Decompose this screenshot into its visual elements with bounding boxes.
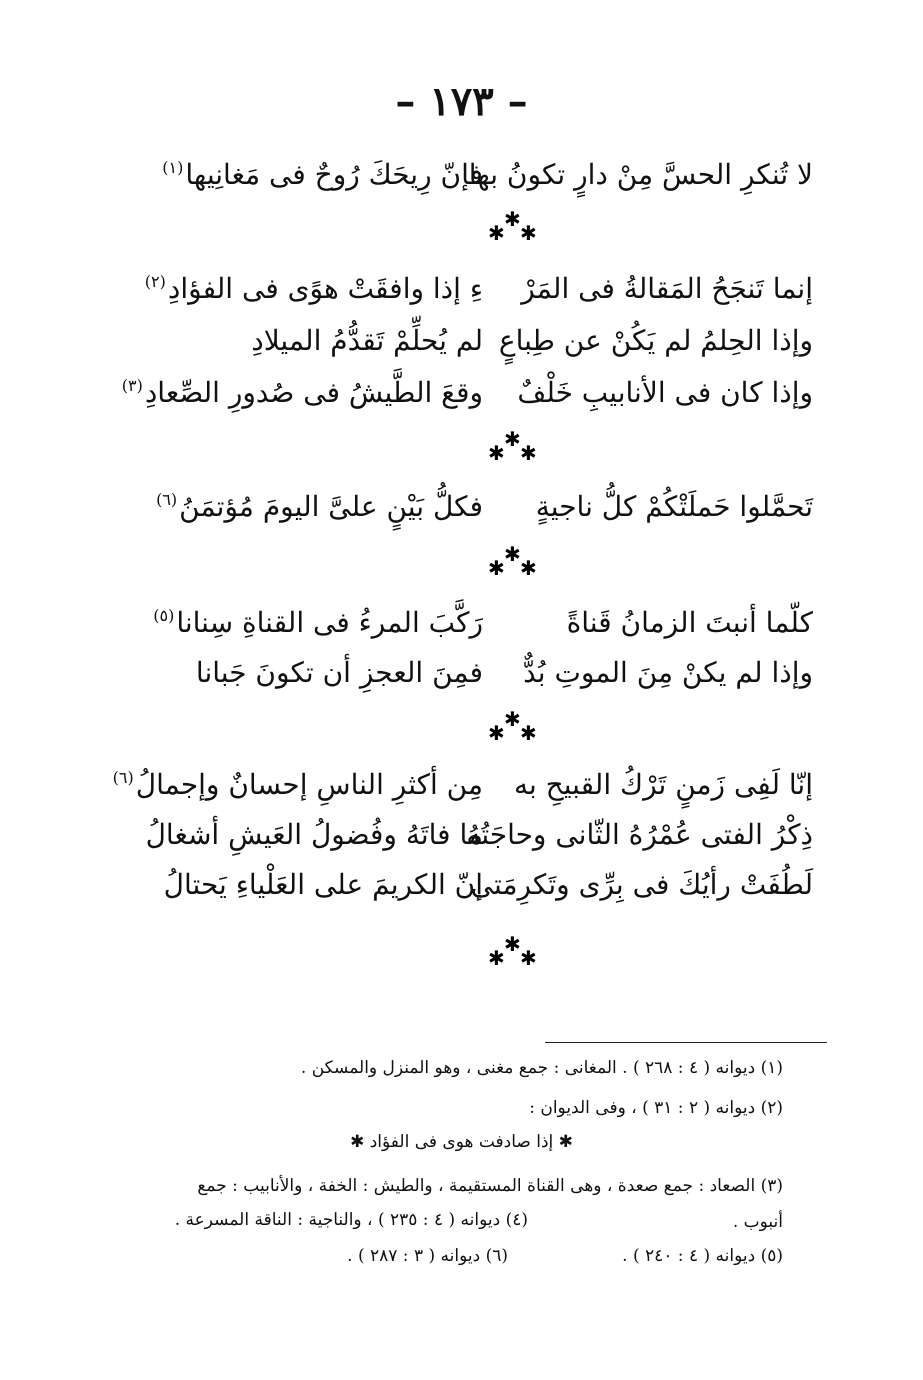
verse-first-hemistich: ذِكْرُ الفتى عُمْرُهُ الثّانى وحاجَتُهُ: [466, 817, 813, 851]
verse-line: [113, 482, 813, 530]
verse-line: [113, 368, 813, 416]
verse-first-hemistich: وإذا كان فى الأنابيبِ خَلْفٌ: [517, 375, 813, 409]
hemistich-text: ما فاتَهُ وفُضولُ العَيشِ أشغالُ: [145, 817, 483, 851]
footnote-ref: (٦): [112, 768, 134, 788]
verse-second-hemistich: [113, 656, 483, 689]
verse-line: [113, 264, 813, 312]
verse-first-hemistich: إنما تَنجَحُ المَقالةُ فى المَرْ: [521, 271, 813, 305]
star-icon: ✱: [520, 721, 537, 745]
hemistich-text: ءِ إذا وافقَتْ هوًى فى الفؤادِ: [167, 271, 483, 305]
footnote-5: (٥) ديوانه ( ٤ : ٢٤٠ ) .: [622, 1246, 783, 1266]
star-icon: ✱: [520, 441, 537, 465]
footnote-1: (١) ديوانه ( ٤ : ٢٦٨ ) . المغانى : جمع مغنى ، وهو المنزل والمسكن .: [300, 1058, 783, 1078]
hemistich-text: إنّ الكريمَ على العَلْياءِ يَحتالُ: [163, 867, 483, 901]
hemistich-text: فإنّ رِيحَكَ رُوحٌ فى مَغانِيها: [185, 157, 483, 191]
hemistich-text: مِن أكثرِ الناسِ إحسانٌ وإجمالُ: [135, 767, 483, 801]
verse-first-hemistich: إنّا لَفِى زَمنٍ تَرْكُ القبيحِ به: [513, 767, 813, 801]
footnote-4: (٤) ديوانه ( ٤ : ٢٣٥ ) ، والناجية : الناقة المسرعة .: [174, 1210, 528, 1230]
footnote-ref: (٥): [153, 606, 175, 626]
verse-line: [113, 760, 813, 808]
verse-second-hemistich: [113, 606, 483, 639]
verse-first-hemistich: وإذا لم يكنْ مِنَ الموتِ بُدٌّ: [523, 655, 813, 689]
verse-second-hemistich: [113, 768, 483, 801]
verse-line: [113, 316, 813, 364]
star-icon: ✱: [504, 427, 521, 451]
verse-second-hemistich: [113, 324, 483, 357]
verse-first-hemistich: تَحمَّلوا حَملَتْكُمْ كلُّ ناجيةٍ: [535, 489, 813, 523]
verse-second-hemistich: [113, 376, 483, 409]
section-separator: [480, 540, 540, 580]
footnote-divider: [545, 1042, 827, 1043]
verse-second-hemistich: [113, 490, 483, 523]
footnote-2: (٢) ديوانه ( ٢ : ٣١ ) ، وفى الديوان :: [529, 1098, 783, 1118]
verse-line: [113, 598, 813, 646]
verse-first-hemistich: لا تُنكرِ الحسَّ مِنْ دارٍ تكونُ بها: [468, 157, 813, 191]
verse-second-hemistich: [113, 868, 483, 901]
star-icon: ✱: [488, 441, 505, 465]
star-icon: ✱: [488, 946, 505, 970]
footnote-ref: (٢): [144, 272, 166, 292]
hemistich-text: رَكَّبَ المرءُ فى القناةِ سِنانا: [176, 605, 483, 639]
verse-line: [113, 648, 813, 696]
hemistich-text: وقعَ الطَّيشُ فى صُدورِ الصِّعادِ: [144, 375, 483, 409]
star-icon: ✱: [520, 556, 537, 580]
footnote-ref: (١): [162, 158, 184, 178]
star-icon: ✱: [488, 556, 505, 580]
verse-first-hemistich: لَطُفَتْ رأيُكَ فى بِرِّى وتَكرِمَتى: [470, 867, 813, 901]
verse-second-hemistich: [113, 818, 483, 851]
footnote-ref: (٣): [121, 376, 143, 396]
star-icon: ✱: [520, 221, 537, 245]
verse-second-hemistich: [113, 272, 483, 305]
verse-line: [113, 860, 813, 908]
star-icon: ✱: [504, 707, 521, 731]
star-icon: ✱: [488, 721, 505, 745]
page-number: – ۱۷۳ –: [395, 78, 528, 125]
section-separator: [480, 705, 540, 745]
star-icon: ✱: [504, 542, 521, 566]
star-icon: ✱: [488, 221, 505, 245]
footnote-6: (٦) ديوانه ( ٣ : ٢٨٧ ) .: [347, 1246, 508, 1266]
hemistich-text: فمِنَ العجزِ أن تكونَ جَبانا: [195, 655, 483, 689]
hemistich-text: فكلُّ بَيْنٍ علىَّ اليومَ مُؤتمَنُ: [179, 489, 483, 523]
verse-line: [113, 150, 813, 198]
section-separator: [480, 425, 540, 465]
section-separator: [480, 930, 540, 970]
section-separator: [480, 205, 540, 245]
hemistich-text: لم يُحلِّمْ تَقدُّمُ الميلادِ: [251, 323, 483, 357]
star-icon: ✱: [520, 946, 537, 970]
footnote-ref: (٦): [156, 490, 178, 510]
verse-first-hemistich: وإذا الحِلمُ لم يَكُنْ عن طِباعٍ: [498, 323, 813, 357]
star-icon: ✱: [504, 932, 521, 956]
footnote-2-variant: ✱ إذا صادفت هوى فى الفؤاد ✱: [350, 1132, 573, 1152]
verse-line: [113, 810, 813, 858]
footnote-3: (٣) الصعاد : جمع صعدة ، وهى القناة المستقيمة ، والطيش : الخفة ، والأنابيب : جمع أنبوب .: [197, 1176, 783, 1232]
verse-second-hemistich: [113, 158, 483, 191]
star-icon: ✱: [504, 207, 521, 231]
verse-first-hemistich: كلّما أنبتَ الزمانُ قَناةً: [566, 605, 813, 639]
